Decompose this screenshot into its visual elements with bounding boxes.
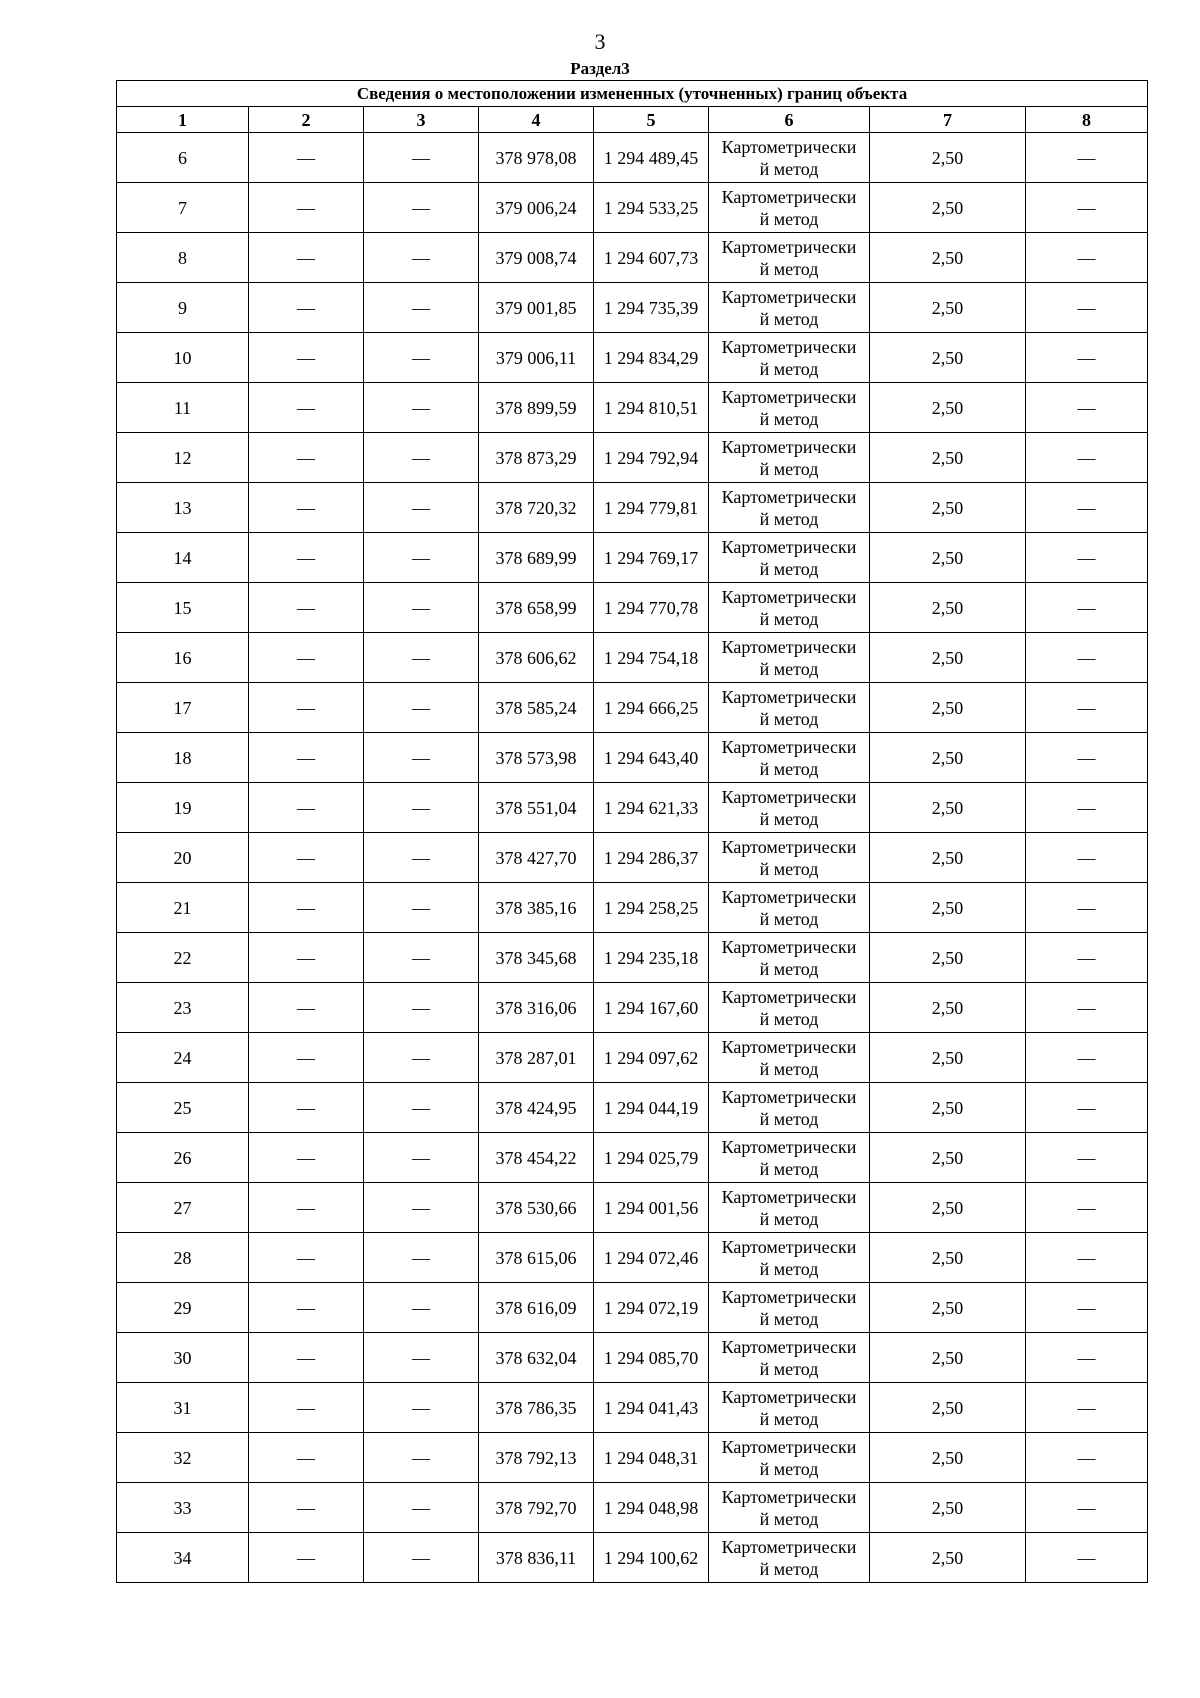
- cell-col-3: —: [364, 333, 479, 383]
- cell-col-2: —: [249, 233, 364, 283]
- point-number-cell: 21: [117, 883, 249, 933]
- table-row: [117, 783, 1148, 833]
- cell-col-2: —: [249, 733, 364, 783]
- coordinate-x-cell: 378 551,04: [479, 783, 594, 833]
- coordinate-y-cell: 1 294 489,45: [594, 133, 709, 183]
- cell-col-2: —: [249, 183, 364, 233]
- cell-col-3: —: [364, 1383, 479, 1433]
- coordinate-y-cell: 1 294 235,18: [594, 933, 709, 983]
- column-number: 1: [117, 107, 249, 133]
- accuracy-cell: 2,50: [870, 483, 1026, 533]
- accuracy-cell: 2,50: [870, 1433, 1026, 1483]
- cell-col-8: —: [1026, 883, 1148, 933]
- coordinate-x-cell: 379 001,85: [479, 283, 594, 333]
- table-row: [117, 633, 1148, 683]
- coordinate-y-cell: 1 294 770,78: [594, 583, 709, 633]
- cell-col-2: —: [249, 883, 364, 933]
- point-number-cell: 33: [117, 1483, 249, 1533]
- cell-col-2: —: [249, 1483, 364, 1533]
- column-number: 3: [364, 107, 479, 133]
- table-body: [117, 133, 1148, 1583]
- point-number-cell: 16: [117, 633, 249, 683]
- method-cell: Картометрически й метод: [709, 633, 870, 683]
- cell-col-3: —: [364, 233, 479, 283]
- column-number: 6: [709, 107, 870, 133]
- cell-col-2: —: [249, 1133, 364, 1183]
- point-number-cell: 27: [117, 1183, 249, 1233]
- cell-col-8: —: [1026, 1183, 1148, 1233]
- cell-col-2: —: [249, 133, 364, 183]
- cell-col-8: —: [1026, 933, 1148, 983]
- cell-col-2: —: [249, 983, 364, 1033]
- cell-col-8: —: [1026, 1483, 1148, 1533]
- cell-col-3: —: [364, 1533, 479, 1583]
- table-row: [117, 283, 1148, 333]
- coordinate-y-cell: 1 294 167,60: [594, 983, 709, 1033]
- accuracy-cell: 2,50: [870, 633, 1026, 683]
- coordinate-y-cell: 1 294 533,25: [594, 183, 709, 233]
- cell-col-8: —: [1026, 1533, 1148, 1583]
- coordinate-y-cell: 1 294 810,51: [594, 383, 709, 433]
- accuracy-cell: 2,50: [870, 433, 1026, 483]
- table-row: [117, 883, 1148, 933]
- coordinate-x-cell: 378 720,32: [479, 483, 594, 533]
- coordinate-x-cell: 378 689,99: [479, 533, 594, 583]
- cell-col-2: —: [249, 583, 364, 633]
- table-row: [117, 433, 1148, 483]
- point-number-cell: 12: [117, 433, 249, 483]
- cell-col-8: —: [1026, 833, 1148, 883]
- column-number: 2: [249, 107, 364, 133]
- accuracy-cell: 2,50: [870, 283, 1026, 333]
- cell-col-3: —: [364, 1183, 479, 1233]
- accuracy-cell: 2,50: [870, 1033, 1026, 1083]
- accuracy-cell: 2,50: [870, 1283, 1026, 1333]
- cell-col-2: —: [249, 683, 364, 733]
- cell-col-8: —: [1026, 1433, 1148, 1483]
- table-row: [117, 1333, 1148, 1383]
- cell-col-2: —: [249, 1183, 364, 1233]
- cell-col-8: —: [1026, 733, 1148, 783]
- table-caption-row: [117, 81, 1148, 107]
- accuracy-cell: 2,50: [870, 383, 1026, 433]
- accuracy-cell: 2,50: [870, 983, 1026, 1033]
- method-cell: Картометрически й метод: [709, 883, 870, 933]
- cell-col-8: —: [1026, 333, 1148, 383]
- coordinate-x-cell: 378 427,70: [479, 833, 594, 883]
- point-number-cell: 6: [117, 133, 249, 183]
- cell-col-8: —: [1026, 683, 1148, 733]
- method-cell: Картометрически й метод: [709, 233, 870, 283]
- table-row: [117, 483, 1148, 533]
- cell-col-3: —: [364, 583, 479, 633]
- point-number-cell: 28: [117, 1233, 249, 1283]
- cell-col-3: —: [364, 983, 479, 1033]
- cell-col-8: —: [1026, 783, 1148, 833]
- table-row: [117, 583, 1148, 633]
- accuracy-cell: 2,50: [870, 1133, 1026, 1183]
- accuracy-cell: 2,50: [870, 733, 1026, 783]
- accuracy-cell: 2,50: [870, 1333, 1026, 1383]
- cell-col-8: —: [1026, 633, 1148, 683]
- coordinate-y-cell: 1 294 072,19: [594, 1283, 709, 1333]
- accuracy-cell: 2,50: [870, 1533, 1026, 1583]
- cell-col-3: —: [364, 1433, 479, 1483]
- cell-col-2: —: [249, 1533, 364, 1583]
- table-row: [117, 1483, 1148, 1533]
- coordinate-y-cell: 1 294 735,39: [594, 283, 709, 333]
- point-number-cell: 10: [117, 333, 249, 383]
- coordinate-x-cell: 378 899,59: [479, 383, 594, 433]
- point-number-cell: 7: [117, 183, 249, 233]
- coordinate-x-cell: 378 786,35: [479, 1383, 594, 1433]
- coordinate-y-cell: 1 294 048,31: [594, 1433, 709, 1483]
- table-row: [117, 1383, 1148, 1433]
- point-number-cell: 30: [117, 1333, 249, 1383]
- point-number-cell: 25: [117, 1083, 249, 1133]
- accuracy-cell: 2,50: [870, 583, 1026, 633]
- cell-col-8: —: [1026, 1233, 1148, 1283]
- point-number-cell: 15: [117, 583, 249, 633]
- coordinate-y-cell: 1 294 044,19: [594, 1083, 709, 1133]
- cell-col-3: —: [364, 733, 479, 783]
- cell-col-8: —: [1026, 133, 1148, 183]
- coordinate-y-cell: 1 294 085,70: [594, 1333, 709, 1383]
- cell-col-2: —: [249, 933, 364, 983]
- coordinate-y-cell: 1 294 779,81: [594, 483, 709, 533]
- accuracy-cell: 2,50: [870, 883, 1026, 933]
- coordinate-x-cell: 379 006,11: [479, 333, 594, 383]
- method-cell: Картометрически й метод: [709, 583, 870, 633]
- column-number: 8: [1026, 107, 1148, 133]
- point-number-cell: 31: [117, 1383, 249, 1433]
- accuracy-cell: 2,50: [870, 1383, 1026, 1433]
- method-cell: Картометрически й метод: [709, 183, 870, 233]
- coordinate-y-cell: 1 294 769,17: [594, 533, 709, 583]
- table-row: [117, 1033, 1148, 1083]
- accuracy-cell: 2,50: [870, 683, 1026, 733]
- coordinate-x-cell: 378 792,13: [479, 1433, 594, 1483]
- coordinate-x-cell: 378 585,24: [479, 683, 594, 733]
- point-number-cell: 32: [117, 1433, 249, 1483]
- method-cell: Картометрически й метод: [709, 1033, 870, 1083]
- coordinate-y-cell: 1 294 834,29: [594, 333, 709, 383]
- table-row: [117, 1433, 1148, 1483]
- table-row: [117, 1083, 1148, 1133]
- method-cell: Картометрически й метод: [709, 733, 870, 783]
- point-number-cell: 26: [117, 1133, 249, 1183]
- coordinate-x-cell: 378 287,01: [479, 1033, 594, 1083]
- point-number-cell: 20: [117, 833, 249, 883]
- table-row: [117, 183, 1148, 233]
- cell-col-8: —: [1026, 383, 1148, 433]
- column-number-row: [117, 107, 1148, 133]
- coordinate-x-cell: 378 978,08: [479, 133, 594, 183]
- table-row: [117, 1533, 1148, 1583]
- point-number-cell: 23: [117, 983, 249, 1033]
- cell-col-8: —: [1026, 1033, 1148, 1083]
- cell-col-3: —: [364, 633, 479, 683]
- method-cell: Картометрически й метод: [709, 1433, 870, 1483]
- cell-col-3: —: [364, 433, 479, 483]
- cell-col-2: —: [249, 283, 364, 333]
- method-cell: Картометрически й метод: [709, 283, 870, 333]
- cell-col-2: —: [249, 1383, 364, 1433]
- table-row: [117, 333, 1148, 383]
- section-title: Раздел3: [570, 59, 630, 78]
- point-number-cell: 34: [117, 1533, 249, 1583]
- method-cell: Картометрически й метод: [709, 483, 870, 533]
- coordinate-x-cell: 378 345,68: [479, 933, 594, 983]
- method-cell: Картометрически й метод: [709, 1533, 870, 1583]
- table-row: [117, 833, 1148, 883]
- coordinate-x-cell: 378 658,99: [479, 583, 594, 633]
- point-number-cell: 11: [117, 383, 249, 433]
- coordinate-y-cell: 1 294 258,25: [594, 883, 709, 933]
- coordinate-x-cell: 379 006,24: [479, 183, 594, 233]
- method-cell: Картометрически й метод: [709, 333, 870, 383]
- coordinate-y-cell: 1 294 001,56: [594, 1183, 709, 1233]
- cell-col-2: —: [249, 1333, 364, 1383]
- cell-col-3: —: [364, 883, 479, 933]
- cell-col-2: —: [249, 1033, 364, 1083]
- method-cell: Картометрически й метод: [709, 133, 870, 183]
- cell-col-2: —: [249, 1283, 364, 1333]
- point-number-cell: 13: [117, 483, 249, 533]
- coordinate-x-cell: 378 454,22: [479, 1133, 594, 1183]
- method-cell: Картометрически й метод: [709, 1183, 870, 1233]
- accuracy-cell: 2,50: [870, 533, 1026, 583]
- method-cell: Картометрически й метод: [709, 983, 870, 1033]
- cell-col-8: —: [1026, 533, 1148, 583]
- cell-col-2: —: [249, 433, 364, 483]
- cell-col-3: —: [364, 783, 479, 833]
- point-number-cell: 17: [117, 683, 249, 733]
- cell-col-3: —: [364, 1283, 479, 1333]
- accuracy-cell: 2,50: [870, 333, 1026, 383]
- table-row: [117, 983, 1148, 1033]
- boundary-coordinates-table: [116, 80, 1148, 1583]
- cell-col-2: —: [249, 1233, 364, 1283]
- point-number-cell: 19: [117, 783, 249, 833]
- coordinate-x-cell: 378 606,62: [479, 633, 594, 683]
- cell-col-3: —: [364, 283, 479, 333]
- cell-col-3: —: [364, 383, 479, 433]
- cell-col-2: —: [249, 783, 364, 833]
- table-row: [117, 1133, 1148, 1183]
- method-cell: Картометрически й метод: [709, 933, 870, 983]
- cell-col-3: —: [364, 1133, 479, 1183]
- cell-col-3: —: [364, 933, 479, 983]
- cell-col-2: —: [249, 1083, 364, 1133]
- point-number-cell: 24: [117, 1033, 249, 1083]
- cell-col-8: —: [1026, 1333, 1148, 1383]
- table-row: [117, 733, 1148, 783]
- cell-col-3: —: [364, 1483, 479, 1533]
- point-number-cell: 8: [117, 233, 249, 283]
- coordinate-x-cell: 378 424,95: [479, 1083, 594, 1133]
- coordinate-x-cell: 378 385,16: [479, 883, 594, 933]
- cell-col-3: —: [364, 1083, 479, 1133]
- point-number-cell: 18: [117, 733, 249, 783]
- cell-col-2: —: [249, 1433, 364, 1483]
- coordinate-x-cell: 378 792,70: [479, 1483, 594, 1533]
- coordinate-y-cell: 1 294 097,62: [594, 1033, 709, 1083]
- table-row: [117, 1233, 1148, 1283]
- method-cell: Картометрически й метод: [709, 533, 870, 583]
- coordinate-y-cell: 1 294 607,73: [594, 233, 709, 283]
- method-cell: Картометрически й метод: [709, 833, 870, 883]
- coordinate-x-cell: 378 530,66: [479, 1183, 594, 1233]
- cell-col-8: —: [1026, 183, 1148, 233]
- cell-col-2: —: [249, 483, 364, 533]
- accuracy-cell: 2,50: [870, 1083, 1026, 1133]
- method-cell: Картометрически й метод: [709, 1133, 870, 1183]
- cell-col-8: —: [1026, 1383, 1148, 1433]
- coordinate-y-cell: 1 294 048,98: [594, 1483, 709, 1533]
- method-cell: Картометрически й метод: [709, 1283, 870, 1333]
- table-row: [117, 1183, 1148, 1233]
- cell-col-8: —: [1026, 233, 1148, 283]
- accuracy-cell: 2,50: [870, 1183, 1026, 1233]
- coordinate-x-cell: 378 615,06: [479, 1233, 594, 1283]
- cell-col-8: —: [1026, 1083, 1148, 1133]
- cell-col-8: —: [1026, 983, 1148, 1033]
- cell-col-3: —: [364, 533, 479, 583]
- page-number: 3: [594, 29, 606, 54]
- table-row: [117, 133, 1148, 183]
- coordinate-y-cell: 1 294 025,79: [594, 1133, 709, 1183]
- cell-col-3: —: [364, 1033, 479, 1083]
- cell-col-3: —: [364, 833, 479, 883]
- accuracy-cell: 2,50: [870, 133, 1026, 183]
- table-row: [117, 233, 1148, 283]
- table-row: [117, 1283, 1148, 1333]
- coordinate-y-cell: 1 294 643,40: [594, 733, 709, 783]
- point-number-cell: 29: [117, 1283, 249, 1333]
- point-number-cell: 9: [117, 283, 249, 333]
- accuracy-cell: 2,50: [870, 183, 1026, 233]
- table-row: [117, 383, 1148, 433]
- method-cell: Картометрически й метод: [709, 683, 870, 733]
- cell-col-2: —: [249, 833, 364, 883]
- cell-col-3: —: [364, 183, 479, 233]
- coordinate-x-cell: 379 008,74: [479, 233, 594, 283]
- coordinate-x-cell: 378 573,98: [479, 733, 594, 783]
- accuracy-cell: 2,50: [870, 233, 1026, 283]
- method-cell: Картометрически й метод: [709, 1483, 870, 1533]
- cell-col-8: —: [1026, 1283, 1148, 1333]
- coordinate-x-cell: 378 316,06: [479, 983, 594, 1033]
- method-cell: Картометрически й метод: [709, 783, 870, 833]
- cell-col-2: —: [249, 383, 364, 433]
- cell-col-3: —: [364, 1333, 479, 1383]
- table-caption: Сведения о местоположении измененных (уточненных) границ объекта: [117, 81, 1148, 107]
- coordinate-y-cell: 1 294 286,37: [594, 833, 709, 883]
- coordinate-y-cell: 1 294 754,18: [594, 633, 709, 683]
- column-number: 7: [870, 107, 1026, 133]
- point-number-cell: 14: [117, 533, 249, 583]
- cell-col-3: —: [364, 483, 479, 533]
- table-row: [117, 683, 1148, 733]
- table-row: [117, 533, 1148, 583]
- accuracy-cell: 2,50: [870, 783, 1026, 833]
- coordinate-y-cell: 1 294 100,62: [594, 1533, 709, 1583]
- cell-col-8: —: [1026, 1133, 1148, 1183]
- cell-col-2: —: [249, 633, 364, 683]
- cell-col-3: —: [364, 683, 479, 733]
- method-cell: Картометрически й метод: [709, 383, 870, 433]
- accuracy-cell: 2,50: [870, 1233, 1026, 1283]
- coordinate-y-cell: 1 294 072,46: [594, 1233, 709, 1283]
- cell-col-8: —: [1026, 483, 1148, 533]
- cell-col-8: —: [1026, 433, 1148, 483]
- coordinate-y-cell: 1 294 621,33: [594, 783, 709, 833]
- coordinate-x-cell: 378 616,09: [479, 1283, 594, 1333]
- column-number: 4: [479, 107, 594, 133]
- coordinate-x-cell: 378 836,11: [479, 1533, 594, 1583]
- point-number-cell: 22: [117, 933, 249, 983]
- cell-col-2: —: [249, 333, 364, 383]
- accuracy-cell: 2,50: [870, 1483, 1026, 1533]
- cell-col-3: —: [364, 133, 479, 183]
- method-cell: Картометрически й метод: [709, 1383, 870, 1433]
- table-row: [117, 933, 1148, 983]
- method-cell: Картометрически й метод: [709, 1233, 870, 1283]
- method-cell: Картометрически й метод: [709, 1083, 870, 1133]
- coordinate-y-cell: 1 294 666,25: [594, 683, 709, 733]
- coordinate-x-cell: 378 632,04: [479, 1333, 594, 1383]
- coordinate-x-cell: 378 873,29: [479, 433, 594, 483]
- method-cell: Картометрически й метод: [709, 1333, 870, 1383]
- accuracy-cell: 2,50: [870, 833, 1026, 883]
- coordinate-y-cell: 1 294 041,43: [594, 1383, 709, 1433]
- method-cell: Картометрически й метод: [709, 433, 870, 483]
- cell-col-3: —: [364, 1233, 479, 1283]
- coordinate-y-cell: 1 294 792,94: [594, 433, 709, 483]
- column-number: 5: [594, 107, 709, 133]
- accuracy-cell: 2,50: [870, 933, 1026, 983]
- cell-col-8: —: [1026, 583, 1148, 633]
- cell-col-2: —: [249, 533, 364, 583]
- cell-col-8: —: [1026, 283, 1148, 333]
